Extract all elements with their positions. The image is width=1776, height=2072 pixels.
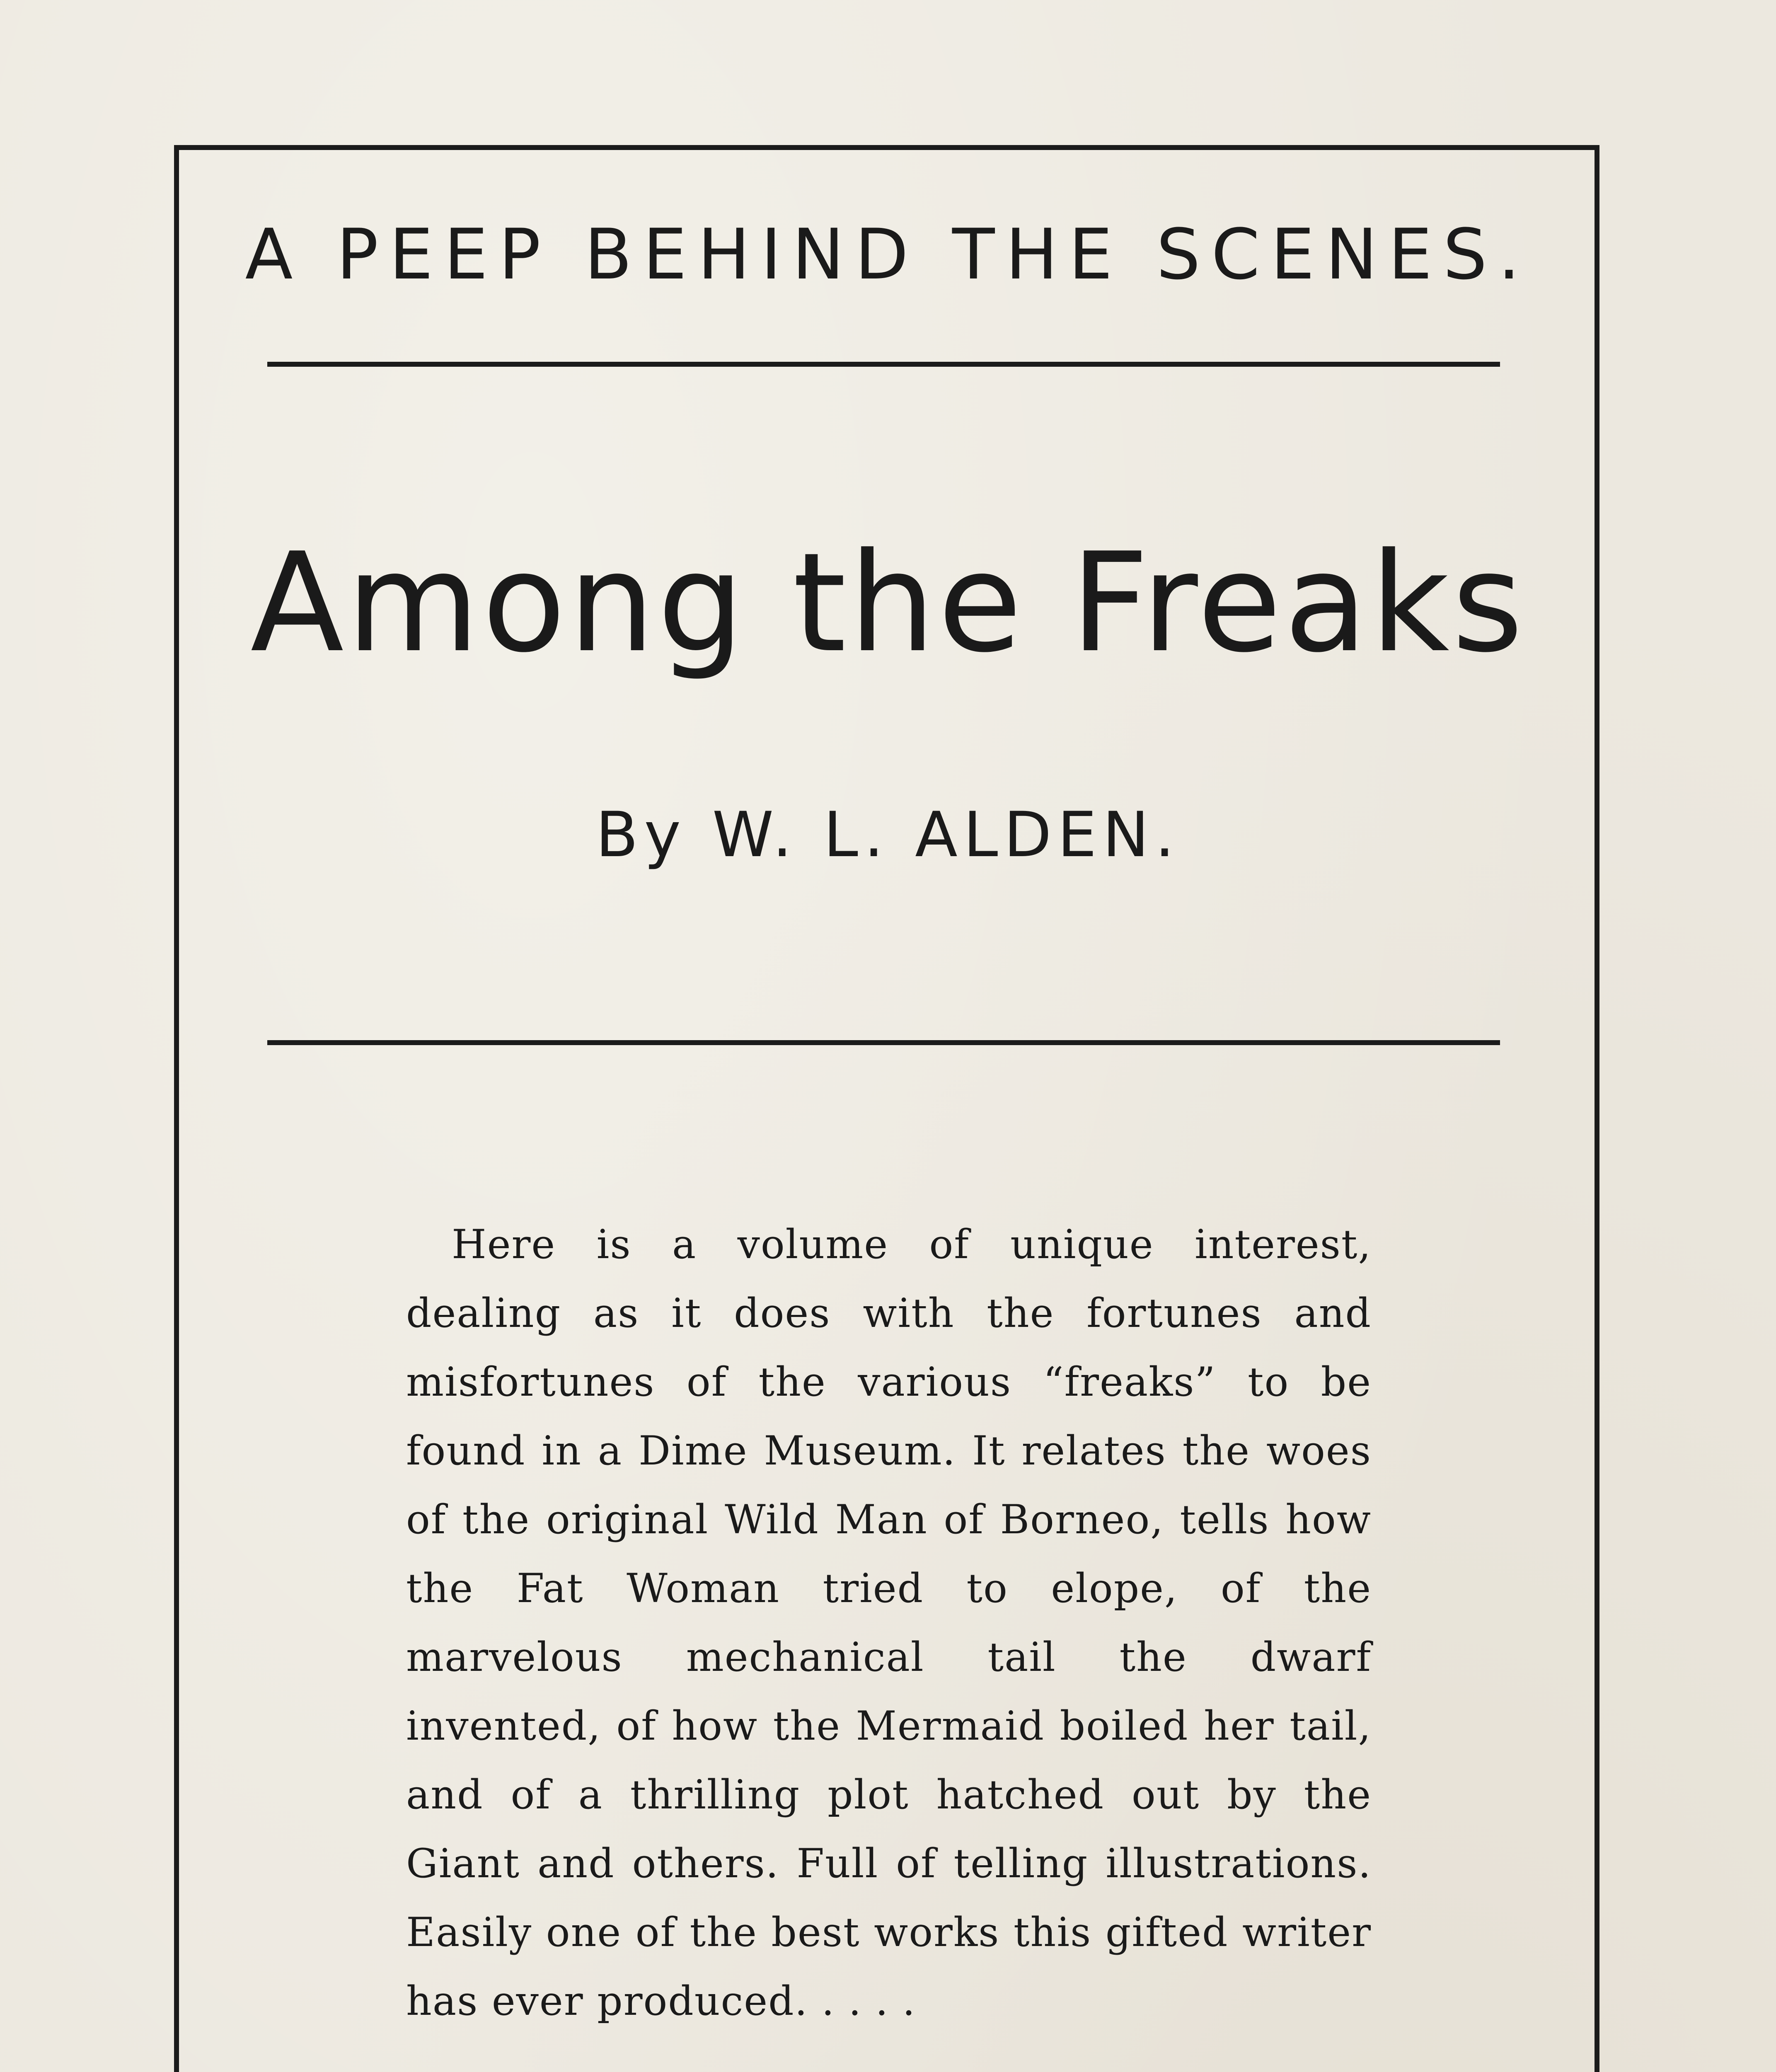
divider-top <box>267 362 1500 367</box>
author-line: By W. L. ALDEN. <box>595 799 1181 871</box>
book-title: Among the Freaks <box>250 523 1526 683</box>
series-heading: A PEEP BEHIND THE SCENES. <box>245 214 1531 295</box>
divider-middle <box>267 1040 1500 1045</box>
book-description: Here is a volume of unique interest, dealing as it does with the fortunes and misfortunes of the various “freaks” to be found in a Dime Museum. It relates the woes of the original Wild Man of Borneo, tells how the Fat Woman tried to elope, of the marvelous mechanical tail the dwarf invented, of how the Mermaid boiled her tail, and of a thrilling plot hatched out by the Giant and others. Full of telling illustrations. Easily one of the best works this gifted writer has ever produced. . . . . <box>406 1221 1372 2024</box>
